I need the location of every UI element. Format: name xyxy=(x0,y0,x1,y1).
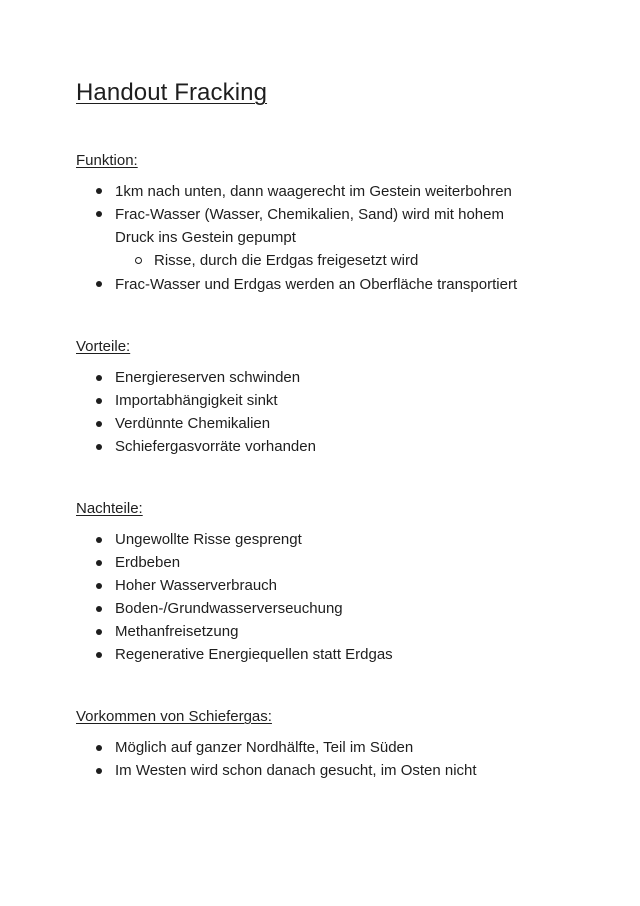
bullet-icon xyxy=(96,745,102,751)
section-heading-vorkommen: Vorkommen von Schiefergas: xyxy=(76,708,272,725)
bullet-icon xyxy=(96,583,102,589)
section-heading-funktion: Funktion: xyxy=(76,152,138,169)
document-title: Handout Fracking xyxy=(76,79,268,106)
bullet-icon xyxy=(96,188,102,194)
bullet-icon xyxy=(96,444,102,450)
list-item: Im Westen wird schon danach gesucht, im Osten nicht xyxy=(115,762,477,779)
bullet-icon xyxy=(96,537,102,543)
list-item: Ungewollte Risse gesprengt xyxy=(115,531,302,548)
list-item: Boden-/Grundwasserverseuchung xyxy=(115,600,343,617)
list-item: Energiereserven schwinden xyxy=(115,369,301,386)
list-item: Regenerative Energiequellen statt Erdgas xyxy=(115,646,393,663)
section-heading-nachteile: Nachteile: xyxy=(76,500,143,517)
sub-bullet-icon xyxy=(135,257,142,264)
list-item: Frac-Wasser (Wasser, Chemikalien, Sand) wird mit hohem Druck ins Gestein gepumpt xyxy=(115,206,504,246)
bullet-icon xyxy=(96,398,102,404)
list-item: Schiefergasvorräte vorhanden xyxy=(115,438,316,455)
list-item: Methanfreisetzung xyxy=(115,623,239,640)
list-item: Hoher Wasserverbrauch xyxy=(115,577,278,594)
bullet-icon xyxy=(96,281,102,287)
list-item: Möglich auf ganzer Nordhälfte, Teil im Süden xyxy=(115,739,414,756)
list-item: Importabhängigkeit sinkt xyxy=(115,392,278,409)
list-item: Verdünnte Chemikalien xyxy=(115,415,271,432)
bullet-icon xyxy=(96,652,102,658)
bullet-icon xyxy=(96,560,102,566)
bullet-icon xyxy=(96,606,102,612)
list-item: Erdbeben xyxy=(115,554,181,571)
bullet-icon xyxy=(96,768,102,774)
bullet-icon xyxy=(96,211,102,217)
section-heading-vorteile: Vorteile: xyxy=(76,338,131,355)
list-item: 1km nach unten, dann waagerecht im Gestein weiterbohren xyxy=(115,183,512,200)
bullet-icon xyxy=(96,421,102,427)
bullet-icon xyxy=(96,629,102,635)
bullet-icon xyxy=(96,375,102,381)
list-item: Frac-Wasser und Erdgas werden an Oberfläche transportiert xyxy=(115,276,518,293)
list-subitem: Risse, durch die Erdgas freigesetzt wird xyxy=(154,252,419,269)
